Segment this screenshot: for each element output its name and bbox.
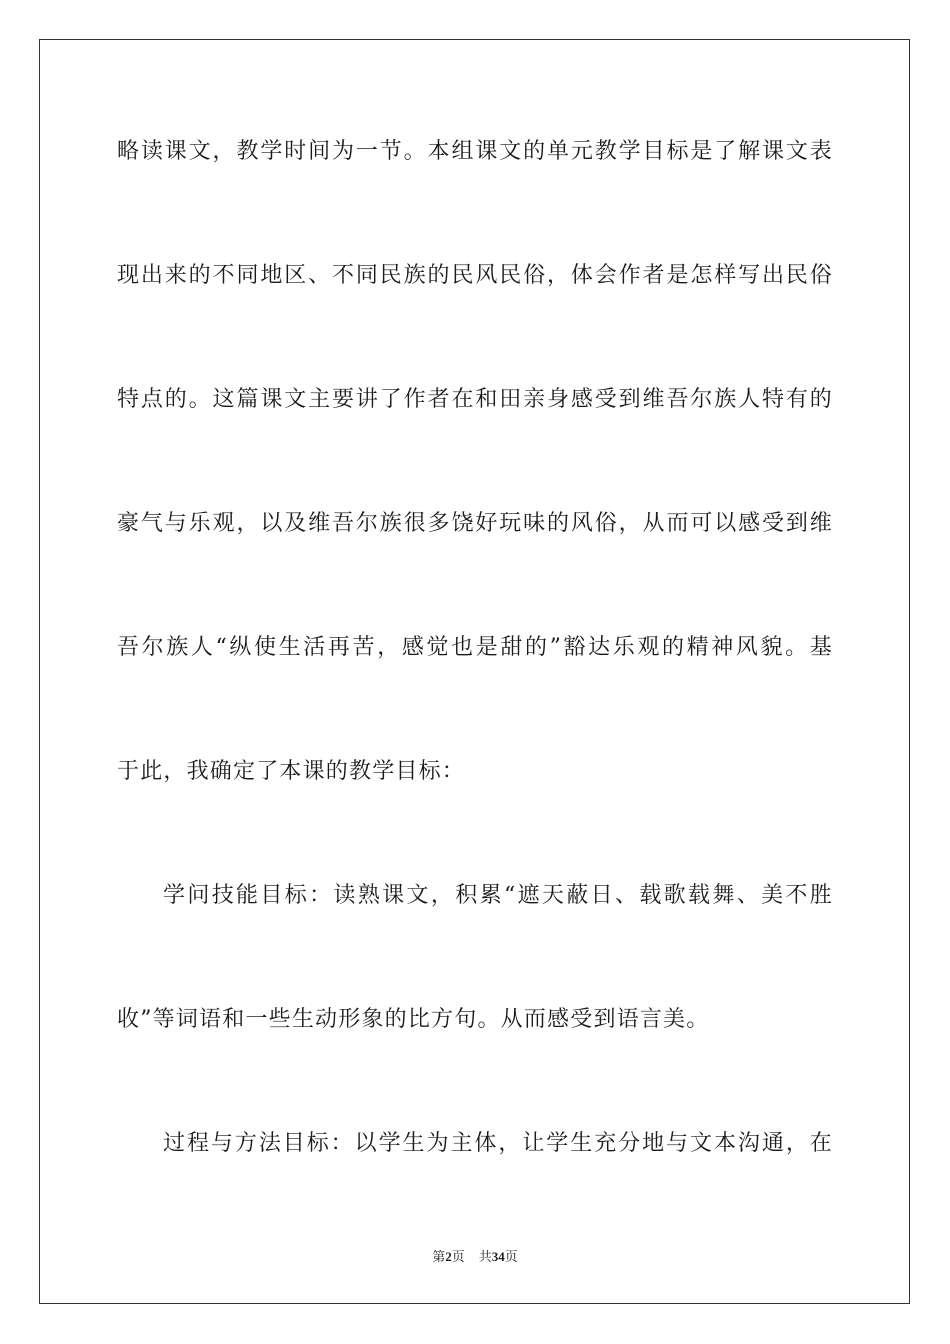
page-prefix: 第 bbox=[432, 1249, 446, 1264]
page-number: 2 bbox=[445, 1249, 452, 1264]
total-suffix: 页 bbox=[504, 1249, 518, 1264]
paragraph-line-3: 特点的。这篇课文主要讲了作者在和田亲身感受到维吾尔族人特有的 bbox=[117, 387, 833, 412]
total-pages: 34 bbox=[491, 1249, 505, 1264]
paragraph-line-2: 现出来的不同地区、不同民族的民风民俗，体会作者是怎样写出民俗 bbox=[117, 263, 833, 288]
page-footer bbox=[0, 1248, 950, 1266]
paragraph-line-6: 于此，我确定了本课的教学目标： bbox=[117, 759, 466, 784]
page-border bbox=[39, 39, 910, 1304]
paragraph-line-4: 豪气与乐观，以及维吾尔族很多饶好玩味的风俗，从而可以感受到维 bbox=[117, 511, 833, 536]
paragraph-line-8: 收”等词语和一些生动形象的比方句。从而感受到语言美。 bbox=[117, 1007, 710, 1032]
total-prefix: 共 bbox=[478, 1249, 492, 1264]
paragraph-line-5: 吾尔族人“纵使生活再苦，感觉也是甜的”豁达乐观的精神风貌。基 bbox=[117, 635, 833, 660]
page-suffix: 页 bbox=[451, 1249, 465, 1264]
paragraph-line-1: 略读课文，教学时间为一节。本组课文的单元教学目标是了解课文表 bbox=[117, 139, 833, 164]
paragraph-line-9: 过程与方法目标：以学生为主体，让学生充分地与文本沟通，在 bbox=[163, 1131, 833, 1156]
paragraph-line-7: 学问技能目标：读熟课文，积累“遮天蔽日、载歌载舞、美不胜 bbox=[163, 883, 833, 908]
